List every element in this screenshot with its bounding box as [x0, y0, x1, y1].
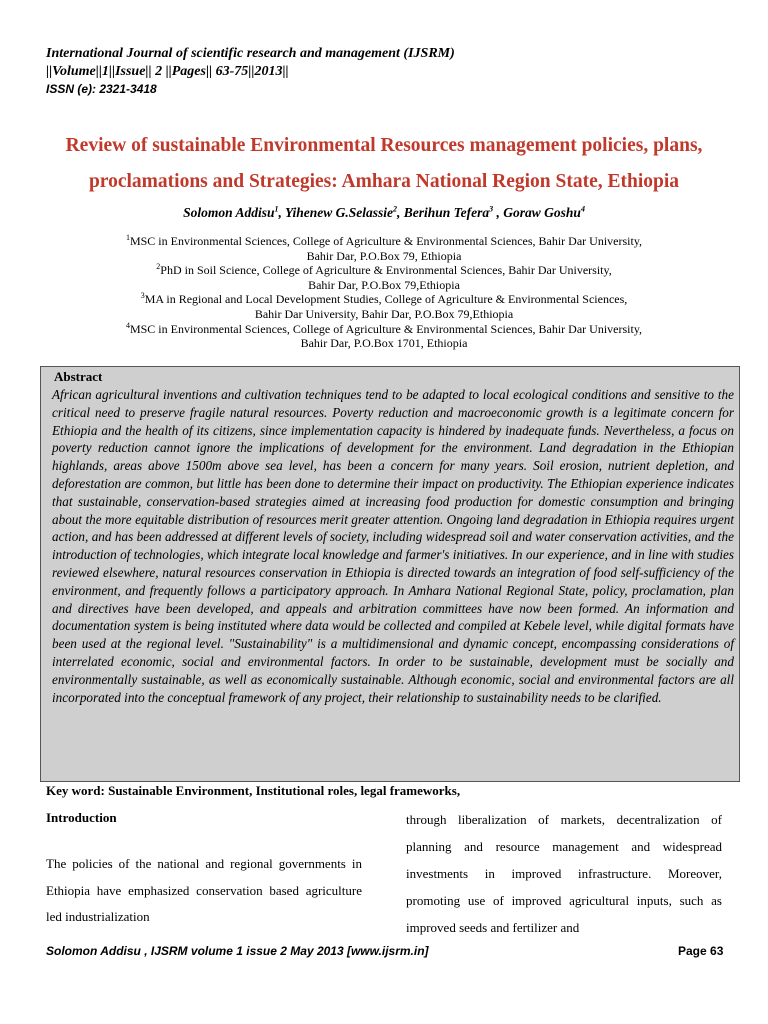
author-name: Berihun Tefera [403, 205, 490, 220]
affiliation-line2: Bahir Dar, P.O.Box 1701, Ethiopia [300, 336, 468, 351]
introduction-left-column: The policies of the national and regional governments in Ethiopia have emphasized conservation based agriculture led industrialization [46, 856, 362, 924]
affiliation-line2: Bahir Dar University, Bahir Dar, P.O.Box 79,Ethiopia [254, 306, 514, 321]
abstract-heading: Abstract [54, 369, 103, 384]
affiliation-sup: 4 [125, 320, 130, 330]
affiliation-line: MSC in Environmental Sciences, College of Agriculture & Environmental Sciences, Bahir Dar University, [129, 234, 643, 248]
author-sep: , [278, 205, 285, 220]
author-sup: 3 [489, 204, 494, 214]
affiliations [60, 234, 708, 351]
introduction-right-column: through liberalization of markets, decentralization of planning and resource management and widespread investments in improved infrastructure. Moreover, promoting use of improved agricultural inputs, such as improved seeds and fertilizer and [406, 812, 722, 935]
journal-volume: ||Volume||1||Issue|| 2 ||Pages|| 63-75||2013|| [46, 64, 289, 79]
affiliation-sup: 1 [125, 233, 130, 242]
author-name: Yihenew G.Selassie [285, 205, 394, 220]
abstract-box [40, 366, 740, 782]
author-name: Solomon Addisu [183, 205, 275, 220]
affiliation-sup: 2 [156, 262, 161, 272]
author-name: Goraw Goshu [503, 205, 581, 220]
footer-citation: Solomon Addisu , IJSRM volume 1 issue 2 May 2013 [www.ijsrm.in] [46, 944, 429, 958]
affiliation-line: MA in Regional and Local Development Studies, College of Agriculture & Environmental Sciences, [144, 292, 628, 307]
affiliation-line2: Bahir Dar, P.O.Box 79, Ethiopia [306, 248, 462, 263]
affiliation [60, 234, 708, 249]
paper-title-line1: Review of sustainable Environmental Resources management policies, plans, [65, 135, 703, 156]
author-sep: , [397, 205, 404, 220]
introduction-heading: Introduction [46, 810, 117, 825]
affiliation [60, 263, 708, 278]
affiliation-line2: Bahir Dar, P.O.Box 79,Ethiopia [308, 277, 460, 292]
affiliation [60, 292, 708, 307]
author-list [0, 205, 768, 221]
affiliation-sup: 3 [140, 291, 145, 301]
paper-title-line2: proclamations and Strategies: Amhara National Region State, Ethiopia [88, 171, 680, 192]
keywords: Key word: Sustainable Environment, Institutional roles, legal frameworks, [46, 783, 461, 798]
author-sup: 4 [580, 204, 585, 214]
affiliation [60, 322, 708, 337]
affiliation-line: MSC in Environmental Sciences, College of Agriculture & Environmental Sciences, Bahir Dar University, [129, 321, 643, 336]
author-sup: 1 [274, 204, 279, 214]
issn: ISSN (e): 2321-3418 [46, 82, 157, 96]
journal-name: International Journal of scientific research and management (IJSRM) [46, 46, 455, 61]
author-sep: , [493, 205, 504, 220]
affiliation-line: PhD in Soil Science, College of Agriculture & Environmental Sciences, Bahir Dar University, [160, 263, 612, 278]
journal-header [46, 45, 455, 81]
page-number: Page 63 [678, 944, 724, 958]
abstract-text: African agricultural inventions and cultivation techniques tend to be adapted to local ecological conditions and sensitive to the critical need to preserve fragile natural resources. Poverty reduction and macroeconomic growth is a legitimate concern for Ethiopia and the health of its citizens, since implementation capacity is hindered by inadequate funds. Nevertheless, a focus on poverty reduction cannot ignore the implications of development for the environment. Land degradation in the Ethiopian highlands, areas above 1500m above sea level, has been a concern for many years. Soil erosion, nutrient depletion, and deforestation are common, but little has been done to determine their impact on productivity. The Ethiopian experience indicates that sustainable, conservation-based strategies aimed at increasing food production for domestic consumption and bringing about the more equitable distribution of resources merit greater attention. Ongoing land degradation in Ethiopia requires urgent action, and has been addressed at different levels of society, including widespread soil and water conservation activities, and the introduction of technologies, which integrate local knowledge and farmer's initiatives. In our experience, and in line with studies reviewed elsewhere, natural resources conservation in Ethiopia is directed towards an integration of food self-sufficiency of the environment, and frequently follows a participatory approach. In Amhara National Regional State, policy, proclamation, plan and directives have been developed, and appeals and arbitration committees have now been formed. An information and documentation system is being instituted where data would be collected and compiled at Kebele level, while digital formats have been used at the regional level. "Sustainability" is a multidimensional and dynamic concept, encompassing considerations of interrelated economic, social and environmental factors. In order to be sustainable, development must be socially and environmentally sustainable, as well as economically sustainable. Although economic, social and environmental factors are all incorporated into the conceptual framework of any project, their relationship to sustainability needs to be clarified. [52, 387, 734, 705]
author-sup: 2 [393, 204, 398, 214]
